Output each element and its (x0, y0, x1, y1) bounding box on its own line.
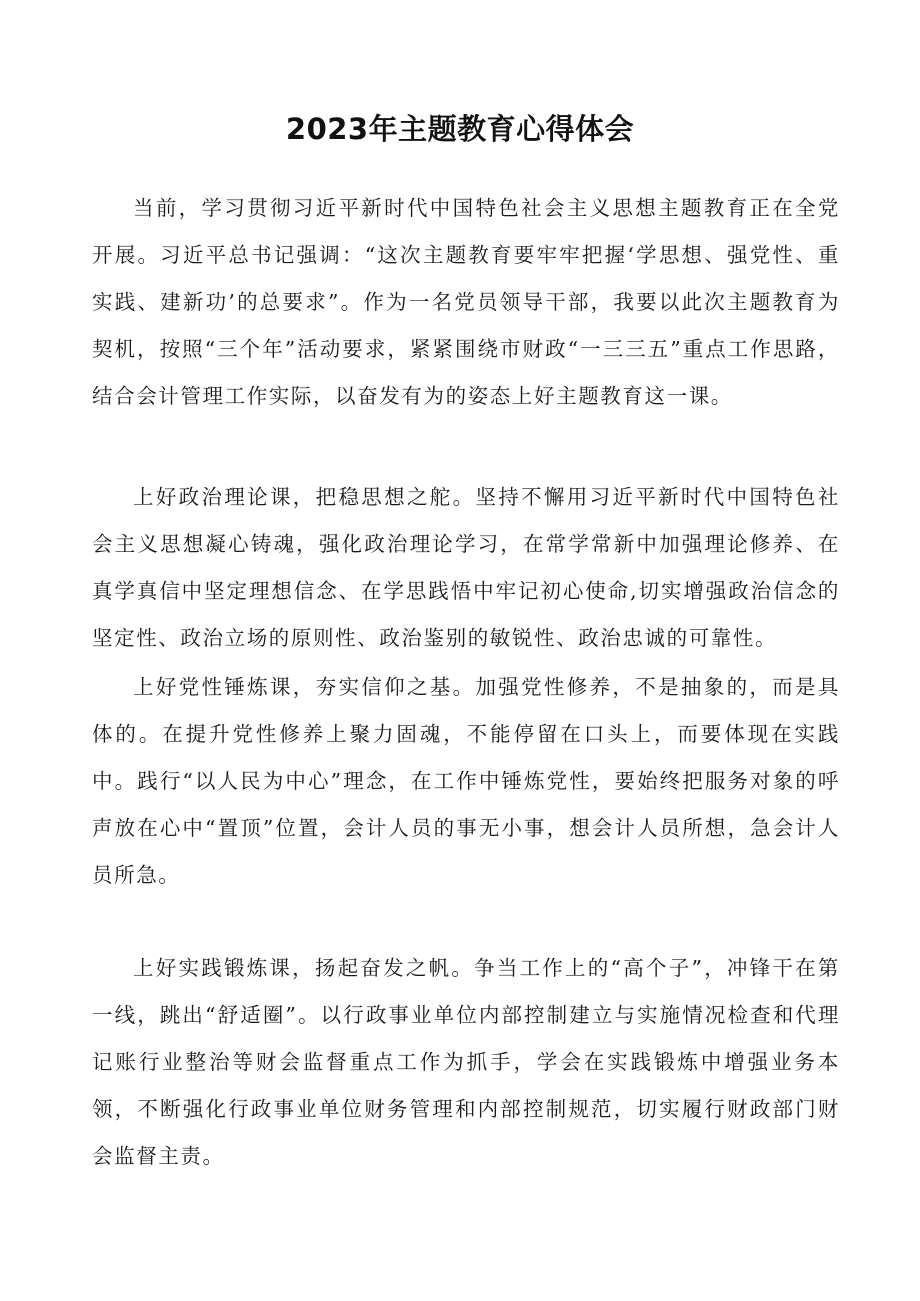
paragraph-intro: 当前，学习贯彻习近平新时代中国特色社会主义思想主题教育正在全党开展。习近平总书记强调：“这次主题教育要牢牢把握‘学思想、强党性、重实践、建新功’的总要求”。作为一名党员领导干部，我要以此次主题教育为契机，按照“三个年”活动要求，紧紧围绕市财政“一三三五”重点工作思路，结合会计管理工作实际，以奋发有为的姿态上好主题教育这一课。 (92, 196, 840, 408)
paragraph-party-spirit: 上好党性锤炼课，夯实信仰之基。加强党性修养，不是抽象的，而是具体的。在提升党性修养上聚力固魂，不能停留在口头上，而要体现在实践中。践行“以人民为中心”理念，在工作中锤炼党性，要始终把服务对象的呼声放在心中“置顶”位置，会计人员的事无小事，想会计人员所想，急会计人员所急。 (92, 675, 840, 887)
paragraph-practice: 上好实践锻炼课，扬起奋发之帆。争当工作上的“高个子”，冲锋干在第一线，跳出“舒适圈”。以行政事业单位内部控制建立与实施情况检查和代理记账行业整治等财会监督重点工作为抓手，学会在实践锻炼中增强业务本领，不断强化行政事业单位财务管理和内部控制规范，切实履行财政部门财会监督主责。 (92, 956, 840, 1168)
paragraph-political-theory: 上好政治理论课，把稳思想之舵。坚持不懈用习近平新时代中国特色社会主义思想凝心铸魂，强化政治理论学习，在常学常新中加强理论修养、在真学真信中坚定理想信念、在学思践悟中牢记初心使命,切实增强政治信念的坚定性、政治立场的原则性、政治鉴别的敏锐性、政治忠诚的可靠性。 (92, 485, 840, 650)
document-title: 2023年主题教育心得体会 (285, 112, 635, 147)
